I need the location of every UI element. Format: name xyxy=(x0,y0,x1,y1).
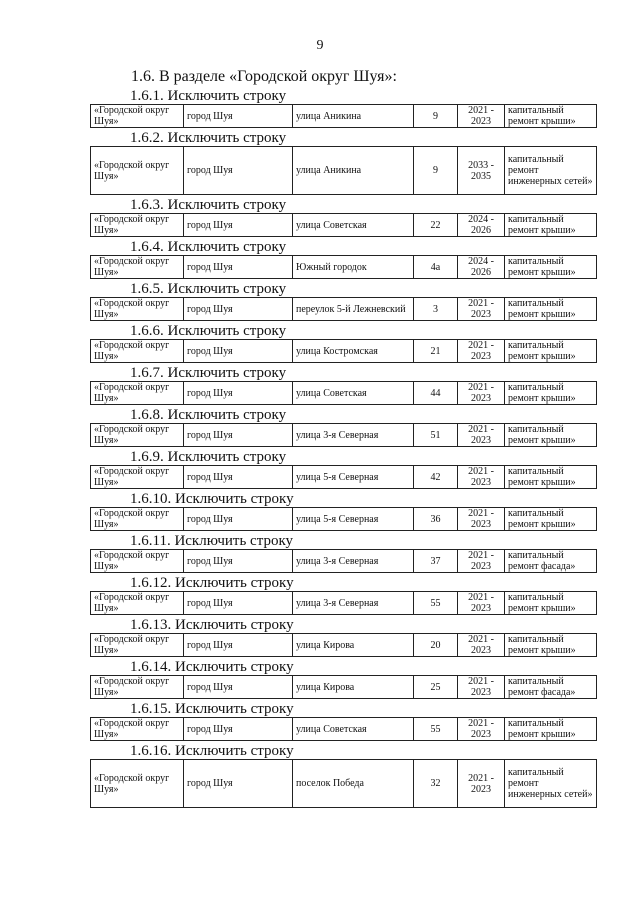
exclusion-entry xyxy=(90,491,580,531)
house-number-cell: 32 xyxy=(414,760,458,808)
table-row xyxy=(91,147,597,195)
work-type-cell: капитальный ремонт крыши» xyxy=(505,718,597,741)
house-number-cell: 44 xyxy=(414,382,458,405)
excluded-row-table xyxy=(90,213,597,237)
municipality-cell: «Городской округ Шуя» xyxy=(91,550,184,573)
subsection-label: 1.6.7. Исключить строку xyxy=(130,365,287,381)
exclusion-entry xyxy=(90,701,580,741)
period-cell: 2021 - 2023 xyxy=(458,105,505,128)
excluded-row-table xyxy=(90,717,597,741)
work-type-cell: капитальный ремонт крыши» xyxy=(505,592,597,615)
street-cell: улица 3-я Северная xyxy=(293,592,414,615)
period-cell: 2021 - 2023 xyxy=(458,508,505,531)
street-cell: поселок Победа xyxy=(293,760,414,808)
street-cell: Южный городок xyxy=(293,256,414,279)
excluded-row-table xyxy=(90,675,597,699)
table-row xyxy=(91,508,597,531)
street-cell: улица 5-я Северная xyxy=(293,508,414,531)
exclusion-entry xyxy=(90,659,580,699)
settlement-cell: город Шуя xyxy=(184,676,293,699)
street-cell: улица 5-я Северная xyxy=(293,466,414,489)
municipality-cell: «Городской округ Шуя» xyxy=(91,676,184,699)
table-row xyxy=(91,256,597,279)
exclusion-entry xyxy=(90,88,580,128)
house-number-cell: 25 xyxy=(414,676,458,699)
street-cell: улица Аникина xyxy=(293,147,414,195)
work-type-cell: капитальный ремонт крыши» xyxy=(505,214,597,237)
exclusion-entry xyxy=(90,575,580,615)
table-row xyxy=(91,592,597,615)
municipality-cell: «Городской округ Шуя» xyxy=(91,634,184,657)
exclusion-entry xyxy=(90,130,593,195)
settlement-cell: город Шуя xyxy=(184,214,293,237)
subsection-label: 1.6.4. Исключить строку xyxy=(130,239,287,255)
excluded-row-table xyxy=(90,339,597,363)
subsection-label: 1.6.14. Исключить строку xyxy=(130,659,294,675)
house-number-cell: 3 xyxy=(414,298,458,321)
settlement-cell: город Шуя xyxy=(184,105,293,128)
subsection-label: 1.6.16. Исключить строку xyxy=(130,743,294,759)
settlement-cell: город Шуя xyxy=(184,424,293,447)
subsection-label: 1.6.11. Исключить строку xyxy=(130,533,294,549)
work-type-cell: капитальный ремонт крыши» xyxy=(505,424,597,447)
municipality-cell: «Городской округ Шуя» xyxy=(91,298,184,321)
municipality-cell: «Городской округ Шуя» xyxy=(91,214,184,237)
period-cell: 2021 - 2023 xyxy=(458,592,505,615)
work-type-cell: капитальный ремонт инженерных сетей» xyxy=(505,760,597,808)
municipality-cell: «Городской округ Шуя» xyxy=(91,256,184,279)
table-row xyxy=(91,298,597,321)
excluded-row-table xyxy=(90,381,597,405)
municipality-cell: «Городской округ Шуя» xyxy=(91,592,184,615)
street-cell: переулок 5-й Лежневский xyxy=(293,298,414,321)
house-number-cell: 21 xyxy=(414,340,458,363)
table-row xyxy=(91,382,597,405)
excluded-row-table xyxy=(90,549,597,573)
subsection-label: 1.6.6. Исключить строку xyxy=(130,323,287,339)
work-type-cell: капитальный ремонт фасада» xyxy=(505,676,597,699)
work-type-cell: капитальный ремонт фасада» xyxy=(505,550,597,573)
street-cell: улица 3-я Северная xyxy=(293,424,414,447)
subsection-label: 1.6.10. Исключить строку xyxy=(130,491,294,507)
municipality-cell: «Городской округ Шуя» xyxy=(91,105,184,128)
work-type-cell: капитальный ремонт крыши» xyxy=(505,634,597,657)
settlement-cell: город Шуя xyxy=(184,147,293,195)
table-row xyxy=(91,718,597,741)
work-type-cell: капитальный ремонт крыши» xyxy=(505,298,597,321)
subsection-label: 1.6.8. Исключить строку xyxy=(130,407,287,423)
table-row xyxy=(91,634,597,657)
subsection-label: 1.6.3. Исключить строку xyxy=(130,197,287,213)
table-row xyxy=(91,340,597,363)
excluded-row-table xyxy=(90,591,597,615)
house-number-cell: 55 xyxy=(414,592,458,615)
settlement-cell: город Шуя xyxy=(184,256,293,279)
settlement-cell: город Шуя xyxy=(184,718,293,741)
period-cell: 2021 - 2023 xyxy=(458,466,505,489)
table-row xyxy=(91,760,597,808)
subsection-label: 1.6.9. Исключить строку xyxy=(130,449,287,465)
street-cell: улица Кирова xyxy=(293,676,414,699)
table-row xyxy=(91,214,597,237)
settlement-cell: город Шуя xyxy=(184,298,293,321)
exclusion-entry xyxy=(90,617,580,657)
period-cell: 2021 - 2023 xyxy=(458,760,505,808)
house-number-cell: 37 xyxy=(414,550,458,573)
excluded-row-table xyxy=(90,255,597,279)
period-cell: 2024 - 2026 xyxy=(458,214,505,237)
house-number-cell: 36 xyxy=(414,508,458,531)
table-row xyxy=(91,550,597,573)
street-cell: улица Советская xyxy=(293,214,414,237)
entries-list xyxy=(90,88,593,810)
exclusion-entry xyxy=(90,323,580,363)
work-type-cell: капитальный ремонт крыши» xyxy=(505,256,597,279)
settlement-cell: город Шуя xyxy=(184,508,293,531)
street-cell: улица Костромская xyxy=(293,340,414,363)
settlement-cell: город Шуя xyxy=(184,634,293,657)
house-number-cell: 4а xyxy=(414,256,458,279)
house-number-cell: 51 xyxy=(414,424,458,447)
period-cell: 2021 - 2023 xyxy=(458,676,505,699)
work-type-cell: капитальный ремонт крыши» xyxy=(505,466,597,489)
work-type-cell: капитальный ремонт крыши» xyxy=(505,508,597,531)
street-cell: улица Аникина xyxy=(293,105,414,128)
exclusion-entry xyxy=(90,239,580,279)
period-cell: 2021 - 2023 xyxy=(458,340,505,363)
excluded-row-table xyxy=(90,297,597,321)
period-cell: 2021 - 2023 xyxy=(458,550,505,573)
municipality-cell: «Городской округ Шуя» xyxy=(91,718,184,741)
municipality-cell: «Городской округ Шуя» xyxy=(91,147,184,195)
exclusion-entry xyxy=(90,449,580,489)
exclusion-entry xyxy=(90,533,580,573)
table-row xyxy=(91,424,597,447)
settlement-cell: город Шуя xyxy=(184,466,293,489)
house-number-cell: 55 xyxy=(414,718,458,741)
house-number-cell: 42 xyxy=(414,466,458,489)
excluded-row-table xyxy=(90,146,597,195)
municipality-cell: «Городской округ Шуя» xyxy=(91,760,184,808)
period-cell: 2021 - 2023 xyxy=(458,718,505,741)
exclusion-entry xyxy=(90,743,593,808)
settlement-cell: город Шуя xyxy=(184,592,293,615)
page-number: 9 xyxy=(316,38,324,53)
exclusion-entry xyxy=(90,365,580,405)
work-type-cell: капитальный ремонт крыши» xyxy=(505,105,597,128)
street-cell: улица Советская xyxy=(293,718,414,741)
street-cell: улица Кирова xyxy=(293,634,414,657)
period-cell: 2021 - 2023 xyxy=(458,382,505,405)
subsection-label: 1.6.5. Исключить строку xyxy=(130,281,287,297)
excluded-row-table xyxy=(90,507,597,531)
excluded-row-table xyxy=(90,465,597,489)
subsection-label: 1.6.13. Исключить строку xyxy=(130,617,294,633)
period-cell: 2021 - 2023 xyxy=(458,424,505,447)
period-cell: 2021 - 2023 xyxy=(458,634,505,657)
house-number-cell: 9 xyxy=(414,105,458,128)
subsection-label: 1.6.15. Исключить строку xyxy=(130,701,294,717)
subsection-label: 1.6.2. Исключить строку xyxy=(130,130,287,146)
period-cell: 2024 - 2026 xyxy=(458,256,505,279)
excluded-row-table xyxy=(90,104,597,128)
period-cell: 2021 - 2023 xyxy=(458,298,505,321)
exclusion-entry xyxy=(90,197,580,237)
section-heading: 1.6. В разделе «Городской округ Шуя»: xyxy=(131,68,397,85)
work-type-cell: капитальный ремонт инженерных сетей» xyxy=(505,147,597,195)
subsection-label: 1.6.12. Исключить строку xyxy=(130,575,294,591)
settlement-cell: город Шуя xyxy=(184,760,293,808)
exclusion-entry xyxy=(90,281,580,321)
excluded-row-table xyxy=(90,423,597,447)
municipality-cell: «Городской округ Шуя» xyxy=(91,508,184,531)
subsection-label: 1.6.1. Исключить строку xyxy=(130,88,287,104)
work-type-cell: капитальный ремонт крыши» xyxy=(505,340,597,363)
settlement-cell: город Шуя xyxy=(184,382,293,405)
house-number-cell: 22 xyxy=(414,214,458,237)
settlement-cell: город Шуя xyxy=(184,340,293,363)
exclusion-entry xyxy=(90,407,580,447)
street-cell: улица 3-я Северная xyxy=(293,550,414,573)
municipality-cell: «Городской округ Шуя» xyxy=(91,340,184,363)
excluded-row-table xyxy=(90,759,597,808)
street-cell: улица Советская xyxy=(293,382,414,405)
municipality-cell: «Городской округ Шуя» xyxy=(91,382,184,405)
house-number-cell: 20 xyxy=(414,634,458,657)
period-cell: 2033 - 2035 xyxy=(458,147,505,195)
house-number-cell: 9 xyxy=(414,147,458,195)
settlement-cell: город Шуя xyxy=(184,550,293,573)
municipality-cell: «Городской округ Шуя» xyxy=(91,466,184,489)
table-row xyxy=(91,466,597,489)
work-type-cell: капитальный ремонт крыши» xyxy=(505,382,597,405)
excluded-row-table xyxy=(90,633,597,657)
municipality-cell: «Городской округ Шуя» xyxy=(91,424,184,447)
table-row xyxy=(91,105,597,128)
table-row xyxy=(91,676,597,699)
